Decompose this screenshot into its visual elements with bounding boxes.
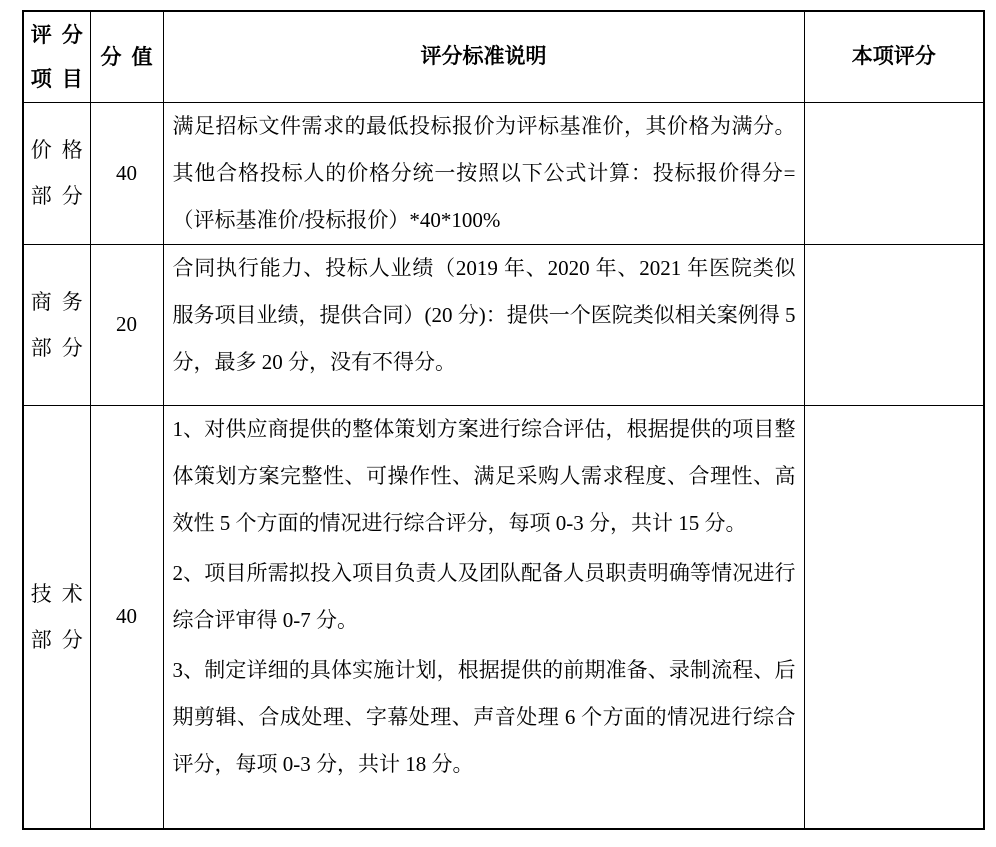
technical-item-label: 技术部分 xyxy=(30,581,83,652)
header-score-value xyxy=(90,11,163,102)
business-criteria-cell xyxy=(163,244,804,405)
header-criteria-description: 评分标准说明 xyxy=(163,11,804,102)
technical-item-cell xyxy=(23,405,90,829)
price-score-cell: 40 xyxy=(90,102,163,244)
header-item-rating: 本项评分 xyxy=(804,11,984,102)
business-item-cell xyxy=(23,244,90,405)
table-row-price xyxy=(23,102,984,244)
scoring-criteria-table xyxy=(22,10,985,830)
header-scoring-item-label: 评分项目 xyxy=(30,22,83,91)
business-score-cell: 20 xyxy=(90,244,163,405)
business-rating-cell xyxy=(804,244,984,405)
price-item-cell xyxy=(23,102,90,244)
header-scoring-item xyxy=(23,11,90,102)
technical-criteria-text-1: 1、对供应商提供的整体策划方案进行综合评估，根据提供的项目整体策划方案完整性、可操作性、满足采购人需求程度、合理性、高效性 5 个方面的情况进行综合评分，每项 0-3 分，共计 15 分。 xyxy=(172,416,796,535)
header-score-value-label: 分值 xyxy=(100,44,153,69)
price-criteria-cell xyxy=(163,102,804,244)
business-criteria-text: 合同执行能力、投标人业绩（2019 年、2020 年、2021 年医院类似服务项目业绩，提供合同）(20 分)：提供一个医院类似相关案例得 5 分，最多 20 分，没有不得分。 xyxy=(172,255,796,374)
table-row-business xyxy=(23,244,984,405)
table-row-technical xyxy=(23,405,984,829)
technical-criteria-text-2: 2、项目所需拟投入项目负责人及团队配备人员职责明确等情况进行综合评审得 0-7 分。 xyxy=(172,560,796,632)
price-criteria-text: 满足招标文件需求的最低投标报价为评标基准价，其价格为满分。其他合格投标人的价格分统一按照以下公式计算：投标报价得分=（评标基准价/投标报价）*40*100% xyxy=(172,113,796,232)
business-item-label: 商务部分 xyxy=(30,289,83,360)
technical-score-cell: 40 xyxy=(90,405,163,829)
technical-criteria-text-3: 3、制定详细的具体实施计划，根据提供的前期准备、录制流程、后期剪辑、合成处理、字幕处理、声音处理 6 个方面的情况进行综合评分，每项 0-3 分，共计 18 分。 xyxy=(172,657,796,776)
technical-rating-cell xyxy=(804,405,984,829)
price-item-label: 价格部分 xyxy=(30,138,83,208)
technical-criteria-cell xyxy=(163,405,804,829)
price-rating-cell xyxy=(804,102,984,244)
table-header-row xyxy=(23,11,984,102)
